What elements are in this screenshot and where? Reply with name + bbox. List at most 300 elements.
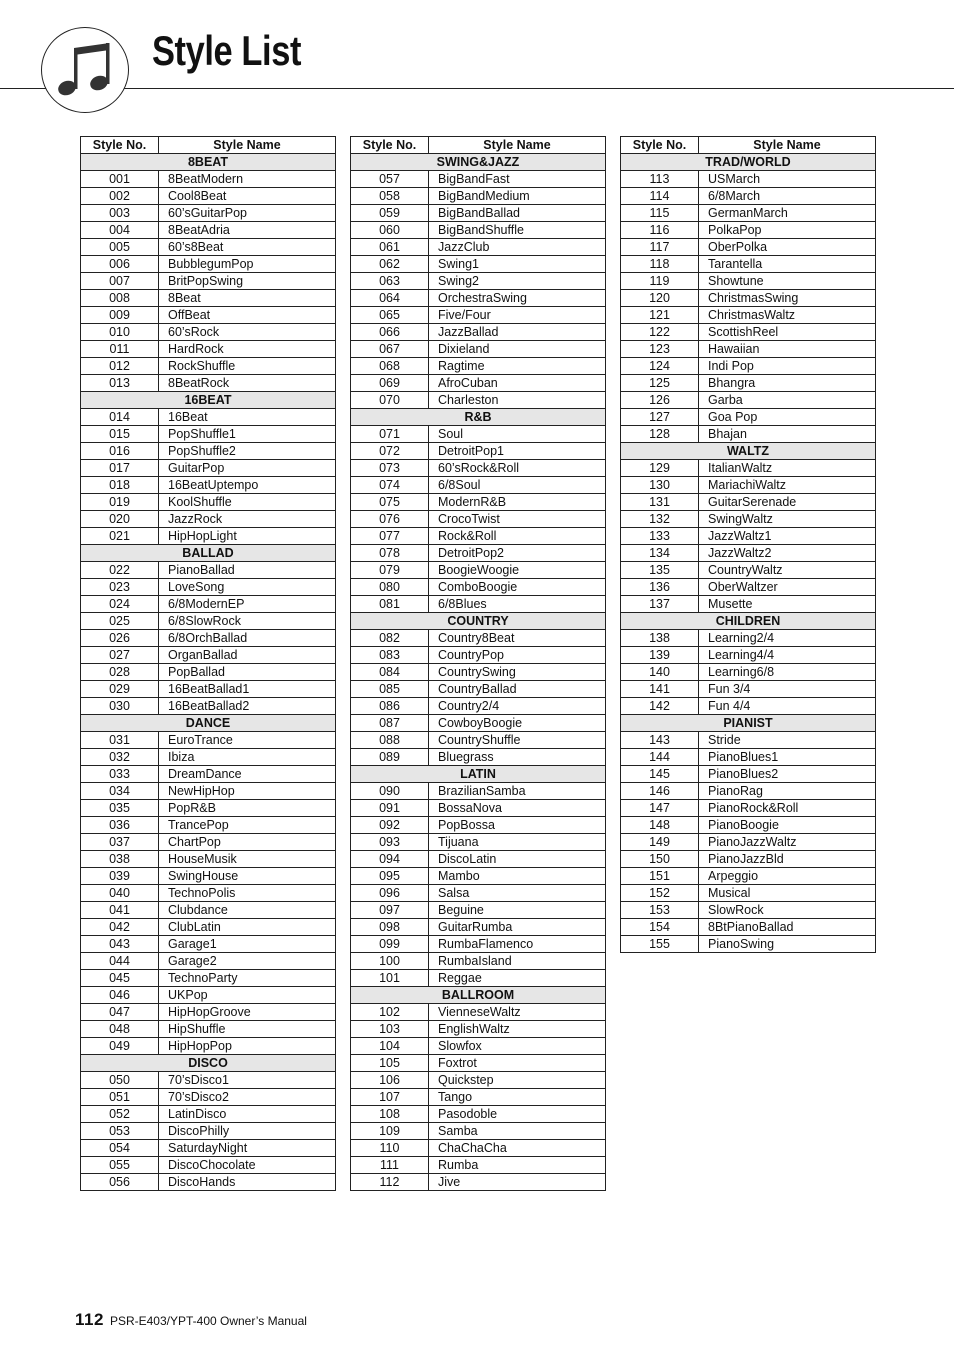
style-row bbox=[351, 460, 606, 477]
style-row bbox=[81, 341, 336, 358]
style-number: 064 bbox=[351, 290, 429, 307]
style-row bbox=[81, 868, 336, 885]
style-number: 046 bbox=[81, 987, 159, 1004]
style-number: 123 bbox=[621, 341, 699, 358]
style-name: 70’sDisco1 bbox=[159, 1072, 336, 1089]
style-name: PopShuffle1 bbox=[159, 426, 336, 443]
style-row bbox=[621, 783, 876, 800]
style-number: 116 bbox=[621, 222, 699, 239]
style-name: JazzClub bbox=[429, 239, 606, 256]
style-name: Tijuana bbox=[429, 834, 606, 851]
style-row bbox=[351, 732, 606, 749]
style-number: 131 bbox=[621, 494, 699, 511]
style-row bbox=[81, 375, 336, 392]
style-name: Garba bbox=[699, 392, 876, 409]
style-name: TrancePop bbox=[159, 817, 336, 834]
style-name: Foxtrot bbox=[429, 1055, 606, 1072]
style-name: HipHopLight bbox=[159, 528, 336, 545]
style-row bbox=[81, 681, 336, 698]
style-row bbox=[621, 732, 876, 749]
style-row bbox=[621, 324, 876, 341]
style-number: 060 bbox=[351, 222, 429, 239]
style-number: 101 bbox=[351, 970, 429, 987]
style-row bbox=[621, 834, 876, 851]
style-name: OrchestraSwing bbox=[429, 290, 606, 307]
style-number: 004 bbox=[81, 222, 159, 239]
style-table-3 bbox=[620, 136, 876, 953]
style-name: ChartPop bbox=[159, 834, 336, 851]
style-name: BigBandBallad bbox=[429, 205, 606, 222]
style-number: 078 bbox=[351, 545, 429, 562]
style-number: 099 bbox=[351, 936, 429, 953]
style-number: 067 bbox=[351, 341, 429, 358]
style-number: 049 bbox=[81, 1038, 159, 1055]
style-name: 8BtPianoBallad bbox=[699, 919, 876, 936]
style-number: 043 bbox=[81, 936, 159, 953]
style-row bbox=[81, 613, 336, 630]
style-name: Bluegrass bbox=[429, 749, 606, 766]
style-number: 066 bbox=[351, 324, 429, 341]
style-name: Slowfox bbox=[429, 1038, 606, 1055]
style-row bbox=[621, 545, 876, 562]
style-row bbox=[351, 1106, 606, 1123]
category-label: CHILDREN bbox=[621, 613, 876, 630]
category-row bbox=[351, 409, 606, 426]
style-row bbox=[81, 800, 336, 817]
style-number: 030 bbox=[81, 698, 159, 715]
style-number: 054 bbox=[81, 1140, 159, 1157]
style-number: 071 bbox=[351, 426, 429, 443]
style-name: AfroCuban bbox=[429, 375, 606, 392]
style-name: JazzWaltz1 bbox=[699, 528, 876, 545]
style-row bbox=[351, 579, 606, 596]
style-row bbox=[351, 324, 606, 341]
style-number: 027 bbox=[81, 647, 159, 664]
style-row bbox=[81, 936, 336, 953]
style-number: 130 bbox=[621, 477, 699, 494]
style-number: 040 bbox=[81, 885, 159, 902]
style-row bbox=[351, 256, 606, 273]
category-label: WALTZ bbox=[621, 443, 876, 460]
style-row bbox=[351, 443, 606, 460]
style-number: 034 bbox=[81, 783, 159, 800]
style-name: PianoJazzBld bbox=[699, 851, 876, 868]
style-row bbox=[621, 205, 876, 222]
style-number: 026 bbox=[81, 630, 159, 647]
style-number: 007 bbox=[81, 273, 159, 290]
style-number: 155 bbox=[621, 936, 699, 953]
style-row bbox=[351, 664, 606, 681]
style-number: 110 bbox=[351, 1140, 429, 1157]
style-name: LatinDisco bbox=[159, 1106, 336, 1123]
style-row bbox=[81, 1021, 336, 1038]
style-no-header: Style No. bbox=[81, 137, 159, 154]
style-number: 148 bbox=[621, 817, 699, 834]
style-number: 129 bbox=[621, 460, 699, 477]
style-name: Pasodoble bbox=[429, 1106, 606, 1123]
style-name: HipShuffle bbox=[159, 1021, 336, 1038]
style-number: 056 bbox=[81, 1174, 159, 1191]
style-row bbox=[81, 647, 336, 664]
category-label: LATIN bbox=[351, 766, 606, 783]
category-label: COUNTRY bbox=[351, 613, 606, 630]
style-number: 048 bbox=[81, 1021, 159, 1038]
style-number: 145 bbox=[621, 766, 699, 783]
style-name: Garage1 bbox=[159, 936, 336, 953]
style-row bbox=[81, 171, 336, 188]
style-row bbox=[621, 273, 876, 290]
style-row bbox=[81, 596, 336, 613]
style-name: PianoRag bbox=[699, 783, 876, 800]
style-name: PianoBallad bbox=[159, 562, 336, 579]
style-name: Indi Pop bbox=[699, 358, 876, 375]
style-number: 087 bbox=[351, 715, 429, 732]
style-number: 045 bbox=[81, 970, 159, 987]
style-row bbox=[351, 1089, 606, 1106]
style-number: 055 bbox=[81, 1157, 159, 1174]
style-row bbox=[621, 477, 876, 494]
style-name: Arpeggio bbox=[699, 868, 876, 885]
style-number: 114 bbox=[621, 188, 699, 205]
style-number: 135 bbox=[621, 562, 699, 579]
style-number: 011 bbox=[81, 341, 159, 358]
style-name: 16BeatUptempo bbox=[159, 477, 336, 494]
style-number: 075 bbox=[351, 494, 429, 511]
style-number: 118 bbox=[621, 256, 699, 273]
style-name: KoolShuffle bbox=[159, 494, 336, 511]
style-row bbox=[351, 545, 606, 562]
style-name: 60’sGuitarPop bbox=[159, 205, 336, 222]
style-number: 018 bbox=[81, 477, 159, 494]
style-number: 053 bbox=[81, 1123, 159, 1140]
style-row bbox=[351, 698, 606, 715]
style-row bbox=[351, 222, 606, 239]
style-number: 074 bbox=[351, 477, 429, 494]
style-number: 019 bbox=[81, 494, 159, 511]
style-number: 023 bbox=[81, 579, 159, 596]
style-row bbox=[81, 1106, 336, 1123]
style-row bbox=[81, 732, 336, 749]
style-name: BubblegumPop bbox=[159, 256, 336, 273]
style-row bbox=[351, 562, 606, 579]
style-row bbox=[621, 562, 876, 579]
style-row bbox=[621, 902, 876, 919]
style-name: EnglishWaltz bbox=[429, 1021, 606, 1038]
style-number: 044 bbox=[81, 953, 159, 970]
style-name: JazzWaltz2 bbox=[699, 545, 876, 562]
style-row bbox=[81, 273, 336, 290]
style-number: 036 bbox=[81, 817, 159, 834]
style-name: ScottishReel bbox=[699, 324, 876, 341]
style-row bbox=[621, 630, 876, 647]
style-name: 60’sRock bbox=[159, 324, 336, 341]
style-row bbox=[621, 188, 876, 205]
style-number: 058 bbox=[351, 188, 429, 205]
style-row bbox=[81, 1038, 336, 1055]
style-name: Learning6/8 bbox=[699, 664, 876, 681]
style-name: GermanMarch bbox=[699, 205, 876, 222]
style-name: HouseMusik bbox=[159, 851, 336, 868]
style-name: Country2/4 bbox=[429, 698, 606, 715]
style-name: PianoBlues1 bbox=[699, 749, 876, 766]
style-row bbox=[351, 800, 606, 817]
category-label: TRAD/WORLD bbox=[621, 154, 876, 171]
style-name: OffBeat bbox=[159, 307, 336, 324]
style-number: 151 bbox=[621, 868, 699, 885]
style-number: 083 bbox=[351, 647, 429, 664]
style-row bbox=[81, 630, 336, 647]
style-number: 104 bbox=[351, 1038, 429, 1055]
style-name: GuitarPop bbox=[159, 460, 336, 477]
style-row bbox=[621, 936, 876, 953]
style-name: PolkaPop bbox=[699, 222, 876, 239]
style-name: 16BeatBallad2 bbox=[159, 698, 336, 715]
style-row bbox=[351, 188, 606, 205]
style-name: CountryShuffle bbox=[429, 732, 606, 749]
style-row bbox=[351, 477, 606, 494]
style-name: Soul bbox=[429, 426, 606, 443]
style-row bbox=[351, 1055, 606, 1072]
style-row bbox=[621, 800, 876, 817]
style-name: BoogieWoogie bbox=[429, 562, 606, 579]
style-row bbox=[351, 1123, 606, 1140]
style-number: 092 bbox=[351, 817, 429, 834]
style-name: 8BeatRock bbox=[159, 375, 336, 392]
style-no-header: Style No. bbox=[351, 137, 429, 154]
style-name: DetroitPop1 bbox=[429, 443, 606, 460]
style-name: Mambo bbox=[429, 868, 606, 885]
style-name: CountryPop bbox=[429, 647, 606, 664]
style-row bbox=[81, 766, 336, 783]
style-name: BigBandMedium bbox=[429, 188, 606, 205]
style-number: 143 bbox=[621, 732, 699, 749]
style-name: Ragtime bbox=[429, 358, 606, 375]
page-title: Style List bbox=[152, 27, 302, 74]
style-name: 6/8OrchBallad bbox=[159, 630, 336, 647]
style-name: RumbaIsland bbox=[429, 953, 606, 970]
style-number: 025 bbox=[81, 613, 159, 630]
style-table-2 bbox=[350, 136, 606, 1191]
style-number: 102 bbox=[351, 1004, 429, 1021]
style-number: 079 bbox=[351, 562, 429, 579]
style-row bbox=[351, 817, 606, 834]
style-number: 100 bbox=[351, 953, 429, 970]
category-row bbox=[621, 613, 876, 630]
style-number: 069 bbox=[351, 375, 429, 392]
style-row bbox=[351, 970, 606, 987]
style-number: 088 bbox=[351, 732, 429, 749]
category-row bbox=[81, 545, 336, 562]
style-name: 8BeatModern bbox=[159, 171, 336, 188]
style-number: 090 bbox=[351, 783, 429, 800]
style-number: 013 bbox=[81, 375, 159, 392]
style-row bbox=[351, 494, 606, 511]
style-number: 072 bbox=[351, 443, 429, 460]
style-number: 093 bbox=[351, 834, 429, 851]
style-name: BritPopSwing bbox=[159, 273, 336, 290]
style-row bbox=[621, 426, 876, 443]
style-row bbox=[81, 443, 336, 460]
category-row bbox=[81, 1055, 336, 1072]
style-row bbox=[81, 1123, 336, 1140]
style-row bbox=[621, 528, 876, 545]
style-row bbox=[621, 919, 876, 936]
style-name: Rock&Roll bbox=[429, 528, 606, 545]
style-row bbox=[81, 358, 336, 375]
style-row bbox=[621, 698, 876, 715]
style-name: Beguine bbox=[429, 902, 606, 919]
style-name: ChristmasSwing bbox=[699, 290, 876, 307]
style-row bbox=[351, 511, 606, 528]
style-number: 005 bbox=[81, 239, 159, 256]
style-name: Bhajan bbox=[699, 426, 876, 443]
style-number: 094 bbox=[351, 851, 429, 868]
style-number: 111 bbox=[351, 1157, 429, 1174]
style-name: DiscoHands bbox=[159, 1174, 336, 1191]
style-number: 149 bbox=[621, 834, 699, 851]
style-name: PianoBlues2 bbox=[699, 766, 876, 783]
style-name: 6/8Soul bbox=[429, 477, 606, 494]
style-row bbox=[81, 1089, 336, 1106]
style-name: UKPop bbox=[159, 987, 336, 1004]
style-row bbox=[81, 885, 336, 902]
category-row bbox=[351, 766, 606, 783]
style-row bbox=[351, 1157, 606, 1174]
style-number: 080 bbox=[351, 579, 429, 596]
style-row bbox=[621, 885, 876, 902]
style-number: 024 bbox=[81, 596, 159, 613]
style-row bbox=[351, 851, 606, 868]
style-row bbox=[81, 562, 336, 579]
style-name: Quickstep bbox=[429, 1072, 606, 1089]
style-number: 052 bbox=[81, 1106, 159, 1123]
style-name: 16BeatBallad1 bbox=[159, 681, 336, 698]
style-name: VienneseWaltz bbox=[429, 1004, 606, 1021]
style-number: 084 bbox=[351, 664, 429, 681]
style-name: Dixieland bbox=[429, 341, 606, 358]
style-row bbox=[351, 171, 606, 188]
style-name: 70’sDisco2 bbox=[159, 1089, 336, 1106]
style-row bbox=[351, 307, 606, 324]
style-name: NewHipHop bbox=[159, 783, 336, 800]
style-number: 031 bbox=[81, 732, 159, 749]
category-label: BALLAD bbox=[81, 545, 336, 562]
style-number: 096 bbox=[351, 885, 429, 902]
style-number: 107 bbox=[351, 1089, 429, 1106]
style-number: 082 bbox=[351, 630, 429, 647]
style-number: 061 bbox=[351, 239, 429, 256]
style-number: 144 bbox=[621, 749, 699, 766]
style-number: 115 bbox=[621, 205, 699, 222]
style-row bbox=[351, 596, 606, 613]
style-name-header: Style Name bbox=[699, 137, 876, 154]
style-row bbox=[351, 528, 606, 545]
style-row bbox=[351, 341, 606, 358]
music-note-icon bbox=[41, 27, 129, 113]
style-row bbox=[351, 375, 606, 392]
style-name: CountryWaltz bbox=[699, 562, 876, 579]
style-name: SwingHouse bbox=[159, 868, 336, 885]
style-number: 037 bbox=[81, 834, 159, 851]
style-row bbox=[351, 239, 606, 256]
style-name: Musette bbox=[699, 596, 876, 613]
style-row bbox=[81, 902, 336, 919]
style-row bbox=[351, 868, 606, 885]
style-name: ChristmasWaltz bbox=[699, 307, 876, 324]
style-row bbox=[81, 664, 336, 681]
style-row bbox=[81, 528, 336, 545]
category-row bbox=[351, 613, 606, 630]
style-row bbox=[81, 222, 336, 239]
style-row bbox=[621, 579, 876, 596]
style-number: 113 bbox=[621, 171, 699, 188]
style-name: GuitarRumba bbox=[429, 919, 606, 936]
style-number: 001 bbox=[81, 171, 159, 188]
style-row bbox=[621, 460, 876, 477]
style-number: 021 bbox=[81, 528, 159, 545]
style-row bbox=[351, 783, 606, 800]
style-name: Fun 3/4 bbox=[699, 681, 876, 698]
style-name: OberWaltzer bbox=[699, 579, 876, 596]
category-row bbox=[621, 443, 876, 460]
style-number: 132 bbox=[621, 511, 699, 528]
style-name: HardRock bbox=[159, 341, 336, 358]
style-number: 059 bbox=[351, 205, 429, 222]
category-label: SWING&JAZZ bbox=[351, 154, 606, 171]
style-row bbox=[81, 987, 336, 1004]
style-number: 085 bbox=[351, 681, 429, 698]
style-name: OrganBallad bbox=[159, 647, 336, 664]
style-name: Learning4/4 bbox=[699, 647, 876, 664]
style-name: Cool8Beat bbox=[159, 188, 336, 205]
style-number: 134 bbox=[621, 545, 699, 562]
style-name: SaturdayNight bbox=[159, 1140, 336, 1157]
style-number: 010 bbox=[81, 324, 159, 341]
style-name: 6/8March bbox=[699, 188, 876, 205]
style-row bbox=[351, 1140, 606, 1157]
style-number: 076 bbox=[351, 511, 429, 528]
style-row bbox=[351, 647, 606, 664]
style-row bbox=[621, 392, 876, 409]
style-number: 028 bbox=[81, 664, 159, 681]
style-row bbox=[351, 715, 606, 732]
style-row bbox=[81, 834, 336, 851]
style-row bbox=[81, 477, 336, 494]
style-row bbox=[621, 375, 876, 392]
manual-title: PSR-E403/YPT-400 Owner’s Manual bbox=[109, 1314, 307, 1328]
style-row bbox=[351, 1021, 606, 1038]
style-name: JazzBallad bbox=[429, 324, 606, 341]
style-name: DiscoLatin bbox=[429, 851, 606, 868]
style-name-header: Style Name bbox=[159, 137, 336, 154]
style-name: Garage2 bbox=[159, 953, 336, 970]
style-name: PianoJazzWaltz bbox=[699, 834, 876, 851]
style-number: 050 bbox=[81, 1072, 159, 1089]
style-name: SlowRock bbox=[699, 902, 876, 919]
style-name: Rumba bbox=[429, 1157, 606, 1174]
style-row bbox=[81, 953, 336, 970]
category-row bbox=[351, 154, 606, 171]
style-name: SwingWaltz bbox=[699, 511, 876, 528]
style-name: Goa Pop bbox=[699, 409, 876, 426]
style-row bbox=[81, 494, 336, 511]
style-name: Jive bbox=[429, 1174, 606, 1191]
category-label: PIANIST bbox=[621, 715, 876, 732]
style-number: 051 bbox=[81, 1089, 159, 1106]
style-row bbox=[351, 936, 606, 953]
style-name: ComboBoogie bbox=[429, 579, 606, 596]
category-label: 8BEAT bbox=[81, 154, 336, 171]
